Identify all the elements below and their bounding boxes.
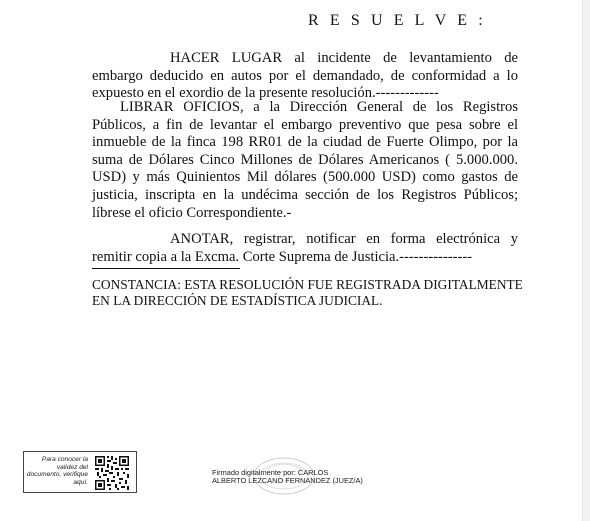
paragraph-anotar xyxy=(92,231,518,266)
paragraph-body: , registrar, notificar en forma electrónica y remitir copia a la Excma. Corte Suprema de Justicia.--------------- xyxy=(92,231,518,265)
paragraph-body: , a la Dirección General de los Registros Públicos, a fin de levantar el embargo preventivo que pesa sobre el inmueble de la finca 198 RR01 de la ciudad de Fuerte Olimpo, por la suma de Dólares Cinco Millones de Dólares Americanos ( 5.000.000. USD) y más Quinientos Mil dólares (500.000 USD) como gastos de justicia, inscripta en la undécima sección de los Registros Públicos; líbrese el oficio Correspondiente.- xyxy=(92,99,518,221)
paragraph-lead: HACER LUGAR xyxy=(170,50,283,66)
qr-code-icon[interactable] xyxy=(94,455,130,491)
signature-line: Firmado digitalmente por: CARLOS xyxy=(212,468,329,477)
paragraph-hacer-lugar xyxy=(92,50,518,103)
paragraph-body: al incidente de levantamiento de embargo deducido en autos por el demandado, de conformidad a lo expuesto en el exordio de la presente resolución.------------- xyxy=(92,50,519,102)
signature-line: ALBERTO LEZCANO FERNANDEZ (JUEZ/A) xyxy=(212,476,363,486)
page-edge xyxy=(582,0,590,521)
constancia-note: CONSTANCIA: ESTA RESOLUCIÓN FUE REGISTRADA DIGITALMENTE EN LA DIRECCIÓN DE ESTADÍSTICA JUDICIAL. xyxy=(92,277,523,308)
verification-box[interactable] xyxy=(23,451,137,493)
resolution-heading: R E S U E L V E : xyxy=(308,12,487,29)
verification-text: Para conocer la validez del documento, verifique aquí. xyxy=(26,456,88,486)
paragraph-lead: ANOTAR xyxy=(170,231,230,247)
digital-signature xyxy=(212,469,363,486)
divider-line xyxy=(92,268,240,269)
paragraph-lead: LIBRAR OFICIOS xyxy=(120,99,240,115)
paragraph-librar-oficios xyxy=(92,99,518,222)
